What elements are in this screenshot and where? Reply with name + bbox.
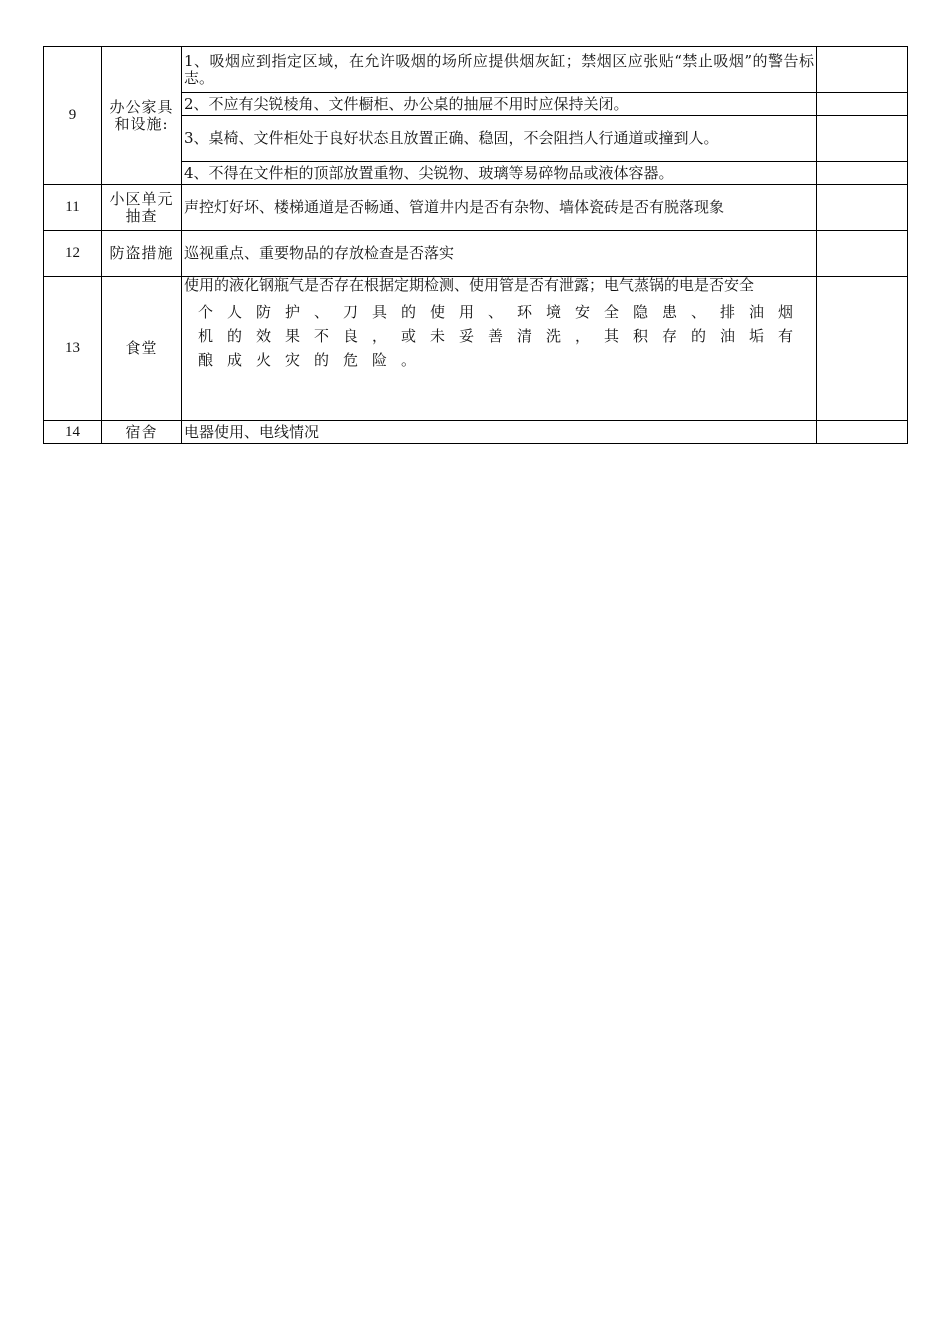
table-row [44,47,908,93]
result-cell [817,185,908,231]
check-item: 3、桌椅、文件柜处于良好状态且放置正确、稳固，不会阻挡人行通道或撞到人。 [182,116,817,162]
result-cell [817,116,908,162]
row-category: 宿舍 [102,421,182,444]
result-cell [817,47,908,93]
row-category: 办公家具和设施: [102,47,182,185]
check-item: 4、不得在文件柜的顶部放置重物、尖锐物、玻璃等易碎物品或液体容器。 [182,162,817,185]
check-item: 个人防护、刀具的使用、环境安全隐患、排油烟机的效果不良，或未妥善清洗，其积存的油垢有酿成火灾的危险。 [198,303,808,369]
result-cell [817,277,908,421]
result-cell [817,162,908,185]
row-number: 12 [44,231,102,277]
row-category: 小区单元抽查 [102,185,182,231]
result-cell [817,231,908,277]
check-item: 声控灯好坏、楼梯通道是否畅通、管道井内是否有杂物、墙体瓷砖是否有脱落现象 [182,185,817,231]
row-number: 11 [44,185,102,231]
row-category: 防盗措施 [102,231,182,277]
result-cell [817,93,908,116]
table-row [44,231,908,277]
check-item-group [182,277,817,421]
inspection-checklist-table [43,46,908,444]
check-item: 巡视重点、重要物品的存放检查是否落实 [182,231,817,277]
table-row [44,421,908,444]
check-item: 电器使用、电线情况 [182,421,817,444]
result-cell [817,421,908,444]
row-number: 9 [44,47,102,185]
table-row [44,185,908,231]
row-number: 13 [44,277,102,421]
table-row [44,277,908,421]
row-number: 14 [44,421,102,444]
check-item: 2、不应有尖锐棱角、文件橱柜、办公桌的抽屉不用时应保持关闭。 [182,93,817,116]
check-item: 1、吸烟应到指定区域，在允许吸烟的场所应提供烟灰缸；禁烟区应张贴“禁止吸烟”的警告标志。 [182,47,817,93]
check-item: 使用的液化钢瓶气是否存在根据定期检测、使用管是否有泄露；电气蒸锅的电是否安全 [184,276,755,294]
row-category: 食堂 [102,277,182,421]
